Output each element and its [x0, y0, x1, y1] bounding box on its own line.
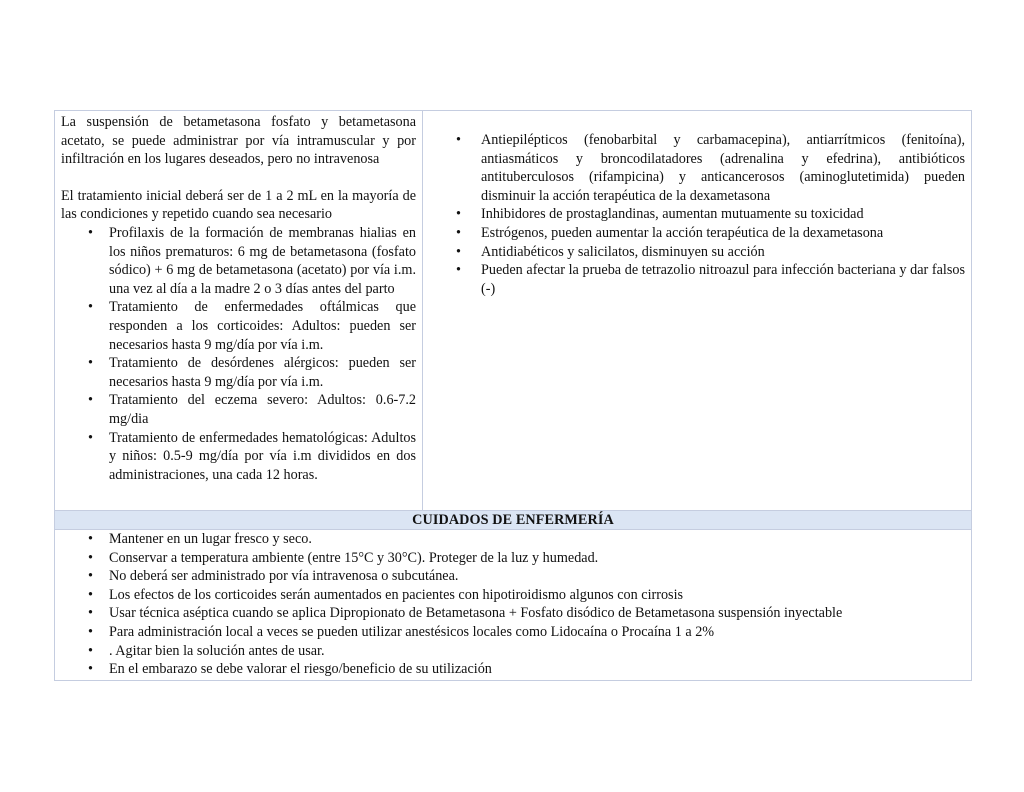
list-item: • No deberá ser administrado por vía intravenosa o subcutánea.	[88, 568, 459, 585]
paragraph-gap	[61, 169, 416, 187]
interactions-list	[429, 131, 965, 298]
list-item: • Inhibidores de prostaglandinas, aumentan mutuamente su toxicidad	[456, 206, 864, 223]
dosage-list	[61, 224, 416, 484]
dosage-interactions-row	[55, 111, 971, 510]
list-item: • . Agitar bien la solución antes de usar.	[88, 642, 325, 659]
bullet-icon: •	[456, 262, 461, 279]
nursing-care-list	[61, 530, 965, 679]
bullet-icon: •	[456, 243, 461, 260]
bullet-icon: •	[456, 206, 461, 223]
bullet-icon: •	[88, 586, 93, 603]
bullet-icon: •	[88, 224, 93, 241]
interactions-cell	[423, 111, 971, 510]
document-table	[54, 110, 972, 681]
list-item: • Pueden afectar la prueba de tetrazolio nitroazul para infección bacteriana y dar falsos (-)	[456, 262, 965, 297]
initial-treatment-paragraph: El tratamiento inicial deberá ser de 1 a 2 mL en la mayoría de las condiciones y repetido cuando sea necesario	[61, 187, 416, 223]
list-item: • Tratamiento del eczema severo: Adultos: 0.6-7.2 mg/dia	[88, 392, 416, 427]
list-item: • Tratamiento de enfermedades hematológicas: Adultos y niños: 0.5-9 mg/día por vía i.m divididos en dos administraciones, una cada 12 horas.	[88, 429, 416, 483]
list-item: • Para administración local a veces se pueden utilizar anestésicos locales como Lidocaína o Procaína 1 a 2%	[88, 623, 715, 640]
list-item: • Tratamiento de desórdenes alérgicos: pueden ser necesarios hasta 9 mg/día por vía i.m.	[88, 355, 416, 390]
list-item: • Tratamiento de enfermedades oftálmicas que responden a los corticoides: Adultos: pueden ser necesarios hasta 9 mg/día por vía i.m.	[88, 299, 416, 353]
bullet-icon: •	[88, 605, 93, 622]
list-item: • En el embarazo se debe valorar el riesgo/beneficio de su utilización	[88, 661, 492, 678]
list-item: • Conservar a temperatura ambiente (entre 15°C y 30°C). Proteger de la luz y humedad.	[88, 549, 599, 566]
bullet-icon: •	[88, 642, 93, 659]
bullet-icon: •	[88, 623, 93, 640]
bullet-icon: •	[88, 355, 93, 372]
list-item: • Antiepilépticos (fenobarbital y carbamacepina), antiarrítmicos (fenitoína), antiasmáticos y broncodilatadores (adrenalina y efedrina), antibióticos antituberculosos (rifampicina) y anticancerosos (aminoglutetimida) pueden disminuir la acción terapéutica de la dexametasona	[456, 132, 965, 204]
bullet-icon: •	[456, 224, 461, 241]
list-item: • Profilaxis de la formación de membranas hialias en los niños prematuros: 6 mg de betametasona (fosfato sódico) + 6 mg de betametasona (acetato) por vía i.m. una vez al día a la madre 2 o 3 días antes del parto	[88, 224, 416, 297]
dosage-cell	[55, 111, 423, 510]
bullet-icon: •	[456, 132, 461, 148]
bullet-icon: •	[88, 661, 93, 678]
list-item: • Mantener en un lugar fresco y seco.	[88, 531, 312, 547]
list-item: • Los efectos de los corticoides serán aumentados en pacientes con hipotiroidismo algunos con cirrosis	[88, 586, 684, 603]
bullet-icon: •	[88, 429, 93, 446]
bullet-icon: •	[88, 568, 93, 585]
bullet-icon: •	[88, 299, 93, 316]
nursing-care-cell	[55, 530, 971, 680]
list-item: • Estrógenos, pueden aumentar la acción terapéutica de la dexametasona	[456, 224, 884, 241]
bullet-icon: •	[88, 549, 93, 566]
intro-paragraph: La suspensión de betametasona fosfato y betametasona acetato, se puede administrar por vía intramuscular y por infiltración en los lugares deseados, pero no intravenosa	[61, 114, 416, 168]
list-item: • Usar técnica aséptica cuando se aplica Dipropionato de Betametasona + Fosfato disódico de Betametasona suspensión inyectable	[88, 605, 843, 622]
list-item: • Antidiabéticos y salicilatos, disminuyen su acción	[456, 243, 765, 260]
bullet-icon: •	[88, 392, 93, 409]
section-header: CUIDADOS DE ENFERMERÍA	[55, 510, 971, 530]
bullet-icon: •	[88, 531, 93, 547]
